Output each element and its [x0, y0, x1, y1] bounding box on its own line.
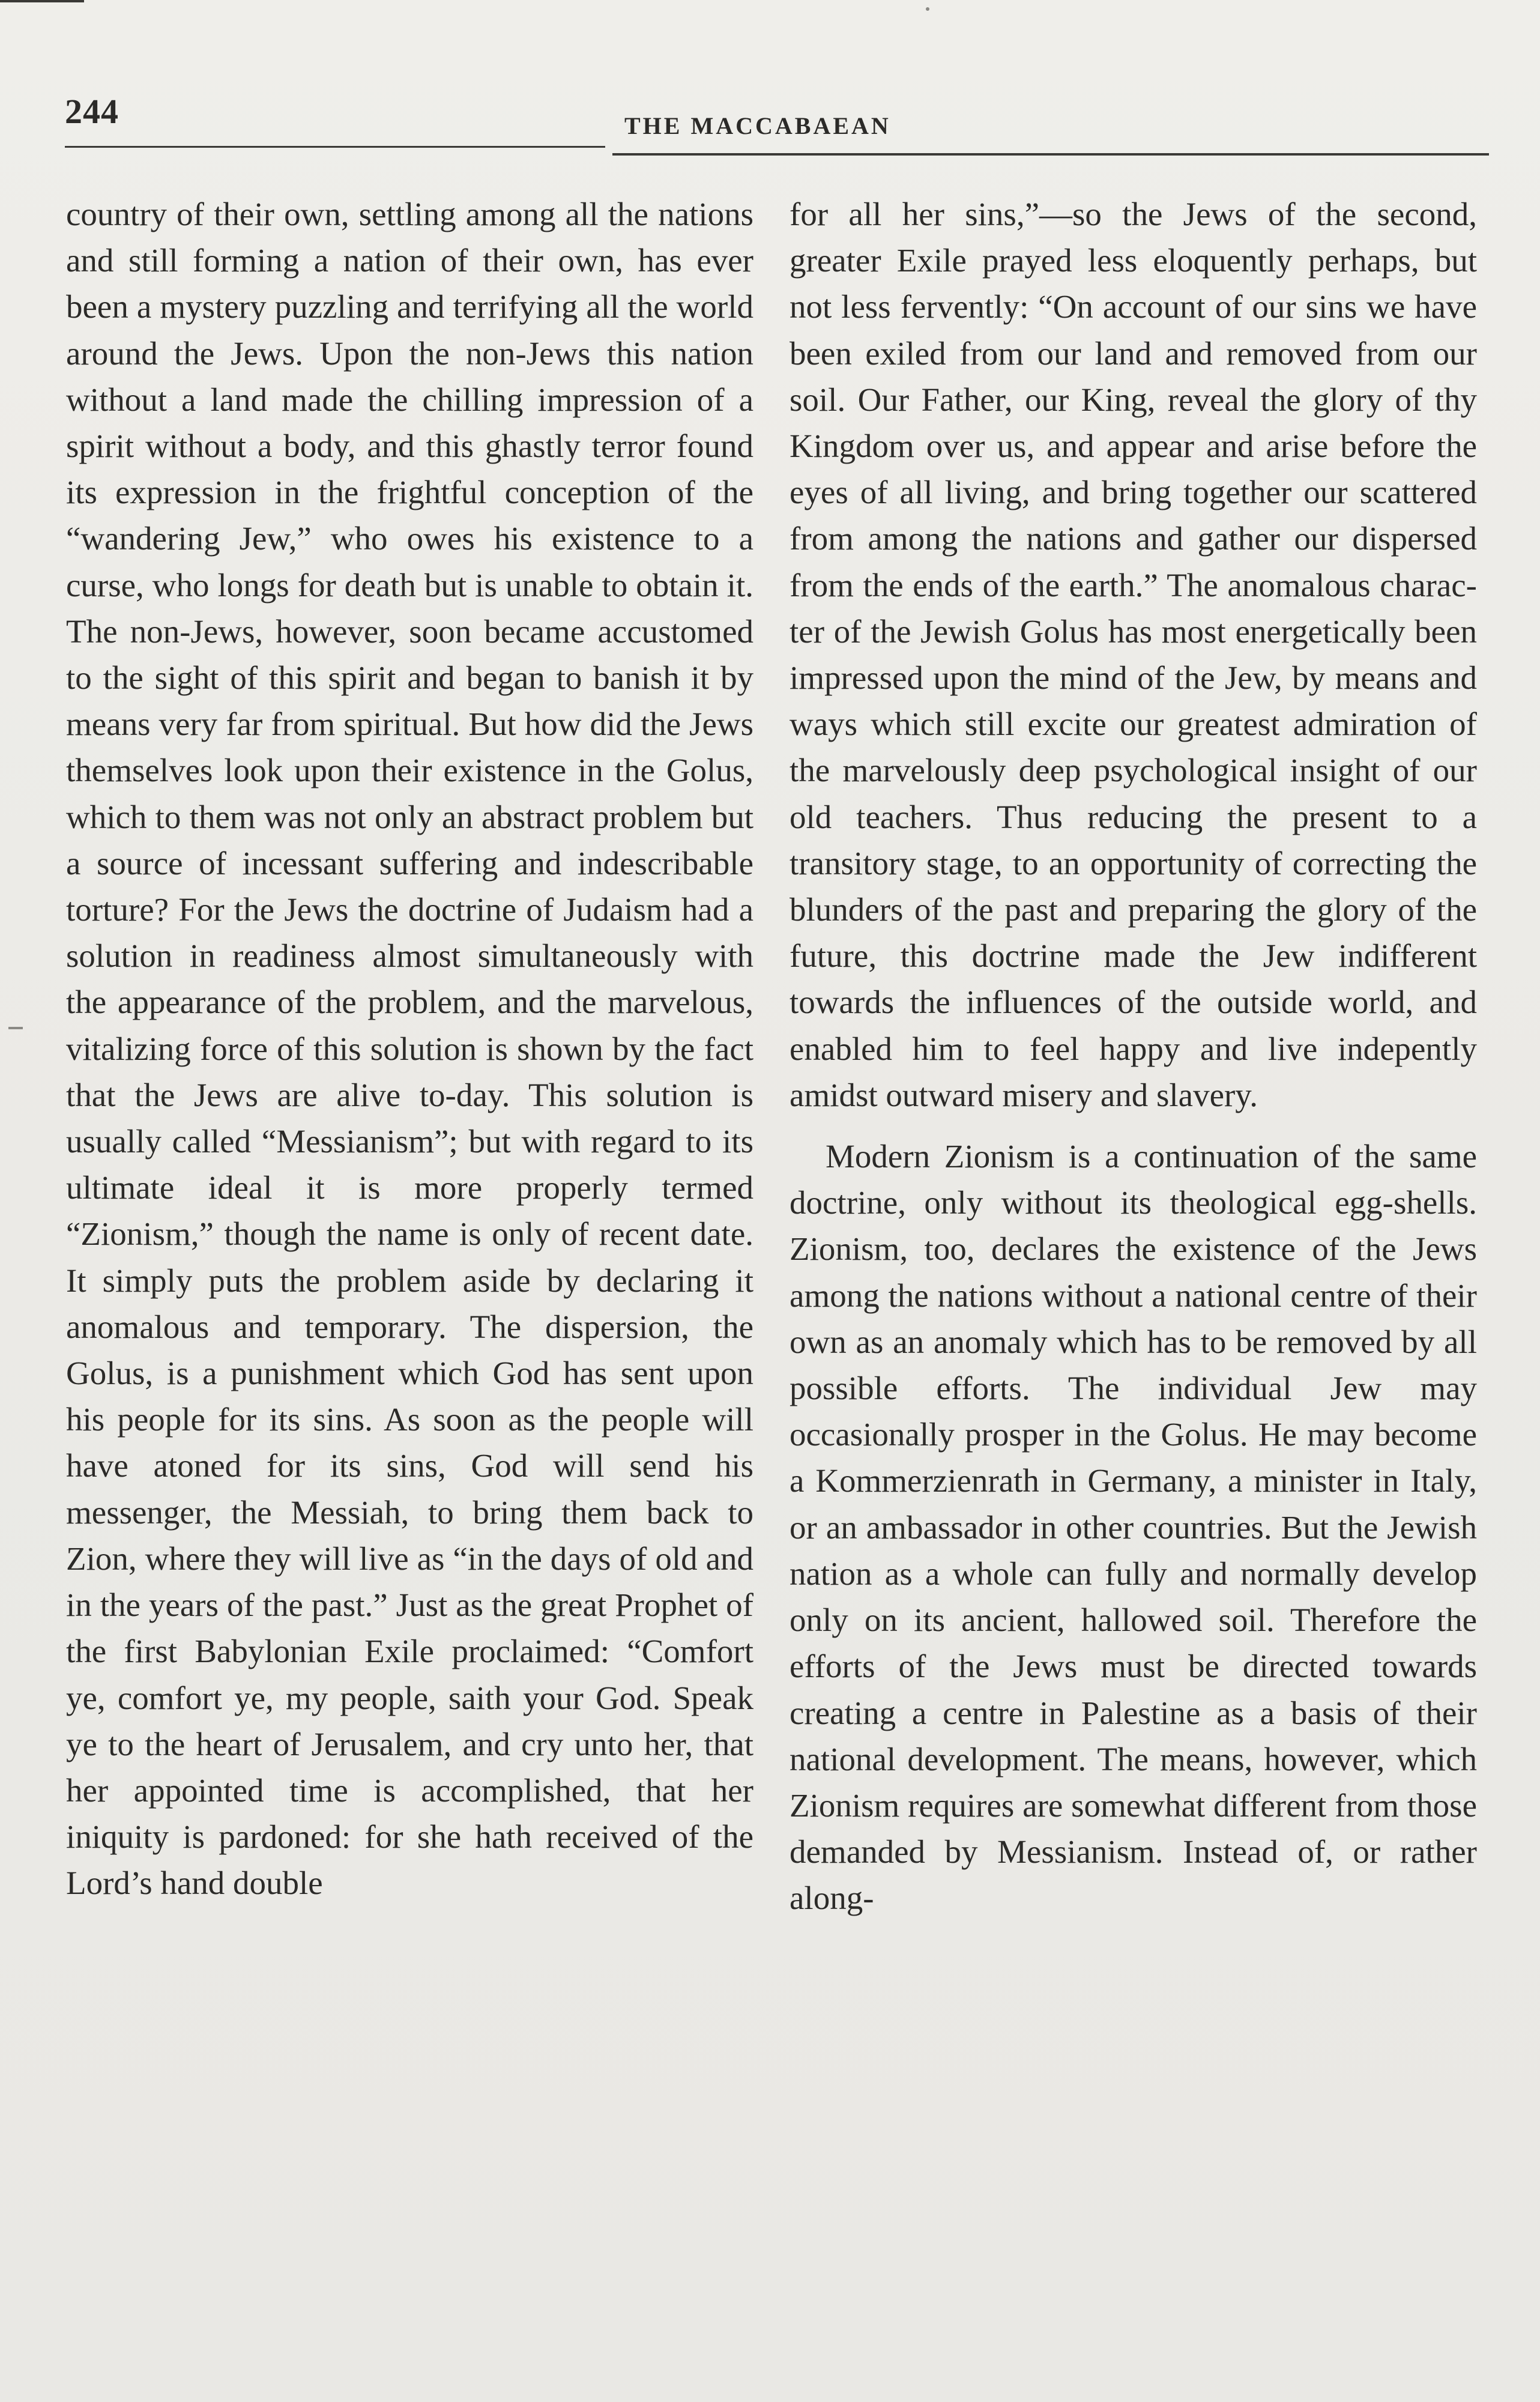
header-rule-right — [612, 153, 1489, 156]
right-paragraph-2: Modern Zionism is a continuation of the same doctrine, only without its theological egg-shells. Zionism, too, declares the existence of the Jews among the nations without a national centre of their own as an anomaly which has to be removed by all possible efforts. The individual Jew may occasionally prosper in the Golus. He may become a Kommerzienrath in Germany, a minister in Italy, or an ambassador in other countries. But the Jewish nation as a whole can fully and normally develop only on its ancient, hallowed soil. Therefore the efforts of the Jews must be directed towards creating a centre in Palestine as a basis of their national development. The means, however, which Zionism requires are somewhat different from those demanded by Messianism. Instead of, or rather along- — [790, 1138, 1477, 1917]
scan-speck — [926, 7, 929, 11]
corner-rule — [0, 0, 84, 2]
page-number: 244 — [65, 92, 119, 131]
margin-mark — [8, 1027, 23, 1029]
left-column — [66, 191, 753, 1907]
right-paragraph-1: for all her sins,”—so the Jews of the second, greater Exile prayed less eloquently perhaps, but not less fervently: “On account of our sins we have been exiled from our land and removed from our soil. Our Father, our King, reveal the glory of thy Kingdom over us, and appear and arise before the eyes of all living, and bring together our scattered from among the nations and gather our dispersed from the ends of the earth.” The anomalous character of the Jewish Golus has most energetically been impressed upon the mind of the Jew, by means and ways which still excite our greatest admiration of the marvelously deep psychological insight of our old teachers. Thus reducing the present to a transitory stage, to an opportunity of correcting the blunders of the past and preparing the glory of the future, this doctrine made the Jew indifferent towards the influences of the outside world, and enabled him to feel happy and live indepently amidst outward misery and slavery. — [790, 196, 1477, 1113]
right-column — [790, 191, 1477, 1922]
header-rule-left — [65, 146, 605, 148]
left-paragraph-1: country of their own, settling among all the nations and still forming a nation of their own, has ever been a mystery puzzling and terrifying all the world around the Jews. Upon the non-Jews this nation without a land made the chilling impression of a spirit without a body, and this ghastly terror found its expression in the frightful conception of the “wandering Jew,” who owes his existence to a curse, who longs for death but is unable to obtain it. The non-Jews, however, soon became accustomed to the sight of this spirit and began to banish it by means very far from spiritual. But how did the Jews themselves look upon their existence in the Golus, which to them was not only an abstract problem but a source of incessant suffering and indescribable torture? For the Jews the doctrine of Judaism had a solution in readiness almost simultaneously with the appearance of the problem, and the marvelous, vitalizing force of this solution is shown by the fact that the Jews are alive to-day. This solution is usually called “Messianism”; but with regard to its ultimate ideal it is more properly termed “Zionism,” though the name is only of recent date. It simply puts the problem aside by declaring it anomalous and temporary. The dispersion, the Golus, is a punishment which God has sent upon his people for its sins. As soon as the people will have atoned for its sins, God will send his messenger, the Messiah, to bring them back to Zion, where they will live as “in the days of old and in the years of the past.” Just as the great Prophet of the first Babylonian Exile proclaimed: “Comfort ye, comfort ye, my people, saith your God. Speak ye to the heart of Jerusalem, and cry unto her, that her appointed time is accomplished, that her iniquity is pardoned: for she hath received of the Lord’s hand double — [66, 196, 753, 1902]
running-title: THE MACCABAEAN — [624, 112, 891, 139]
